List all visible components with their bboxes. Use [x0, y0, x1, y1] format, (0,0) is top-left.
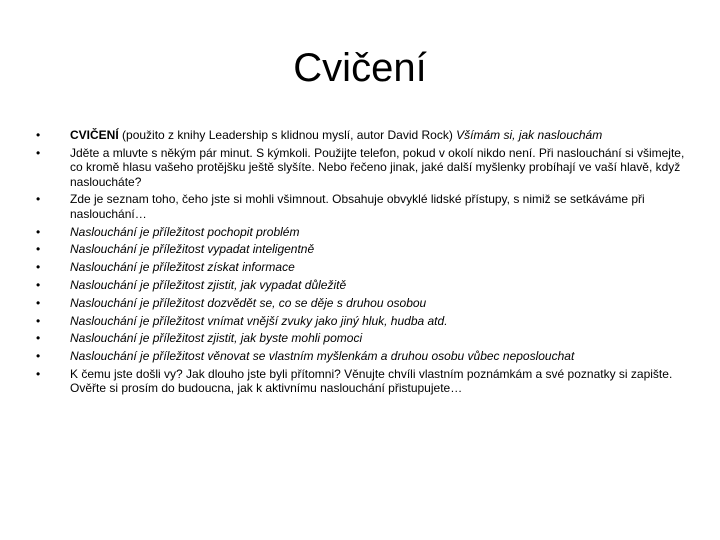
bullet-item-opportunity: [36, 242, 696, 256]
opportunity-text: Naslouchání je příležitost dozvědět se, co se děje s druhou osobou: [70, 295, 427, 310]
exercise-title: Všímám si, jak naslouchám: [456, 128, 603, 142]
bullet-icon: •: [36, 331, 41, 346]
opportunity-text: Naslouchání je příležitost získat informace: [70, 260, 295, 275]
bullet-icon: •: [36, 242, 41, 257]
slide-title: Cvičení: [293, 46, 427, 90]
bullet-icon: •: [36, 313, 41, 328]
bullet-icon: •: [36, 128, 41, 142]
list-intro-text: Zde je seznam toho, čeho jste si mohli všimnout. Obsahuje obvyklé lidské přístupy, s nimiž se setkáváme při naslouchání…: [70, 192, 645, 221]
bullet-icon: •: [36, 278, 41, 292]
opportunity-text: Naslouchání je příležitost vypadat inteligentně: [70, 242, 315, 257]
opportunity-text: Naslouchání je příležitost vnímat vnější zvuky jako jiný hluk, hudba atd.: [70, 313, 448, 328]
bullet-item-opportunity: [36, 349, 696, 363]
reflection-text: K čemu jste došli vy? Jak dlouho jste byli přítomni? Věnujte chvíli vlastním poznámkám a své poznatky si zapište. Ověřte si prosím do budoucna, jak k aktivnímu naslouchání přistupujete…: [70, 366, 673, 396]
bullet-item-opportunity: [36, 260, 696, 274]
bullet-icon: •: [36, 295, 41, 310]
opportunity-text: Naslouchání je příležitost zjistit, jak byste mohli pomoci: [70, 331, 363, 346]
opportunity-text: Naslouchání je příležitost věnovat se vlastním myšlenkám a druhou osobu vůbec neposlouchat: [70, 349, 575, 364]
exercise-label: CVIČENÍ: [70, 128, 119, 142]
bullet-icon: •: [36, 260, 41, 275]
bullet-item-instructions: [36, 146, 696, 189]
exercise-source: (použito z knihy Leadership s klidnou myslí, autor David Rock): [118, 128, 457, 142]
opportunity-text: Naslouchání je příležitost pochopit problém: [70, 224, 300, 239]
instructions-text: Jděte a mluvte s někým pár minut. S kýmkoli. Použijte telefon, pokud v okolí nikdo není. Při naslouchání si všimejte, co kromě hlasu vašeho protějšku ještě slyšíte. Nebo řečeno jinak, jaké další myšlenky probíhají ve vaší hlavě, když nasloucháte?: [70, 145, 685, 189]
opportunity-text: Naslouchání je příležitost zjistit, jak vypadat důležitě: [70, 278, 347, 292]
bullet-item-opportunity: [36, 296, 696, 310]
bullet-icon: •: [36, 192, 41, 207]
bullet-item-opportunity: [36, 314, 696, 328]
bullet-list: [36, 128, 696, 399]
bullet-item-list-intro: [36, 192, 696, 221]
bullet-item-opportunity: [36, 278, 696, 292]
bullet-icon: •: [36, 349, 41, 364]
bullet-item-opportunity: [36, 331, 696, 345]
bullet-item-reflection: [36, 367, 696, 396]
bullet-item-exercise-heading: [36, 128, 696, 142]
bullet-item-opportunity: [36, 225, 696, 239]
bullet-icon: •: [36, 366, 41, 381]
bullet-icon: •: [36, 224, 41, 239]
bullet-icon: •: [36, 145, 41, 160]
